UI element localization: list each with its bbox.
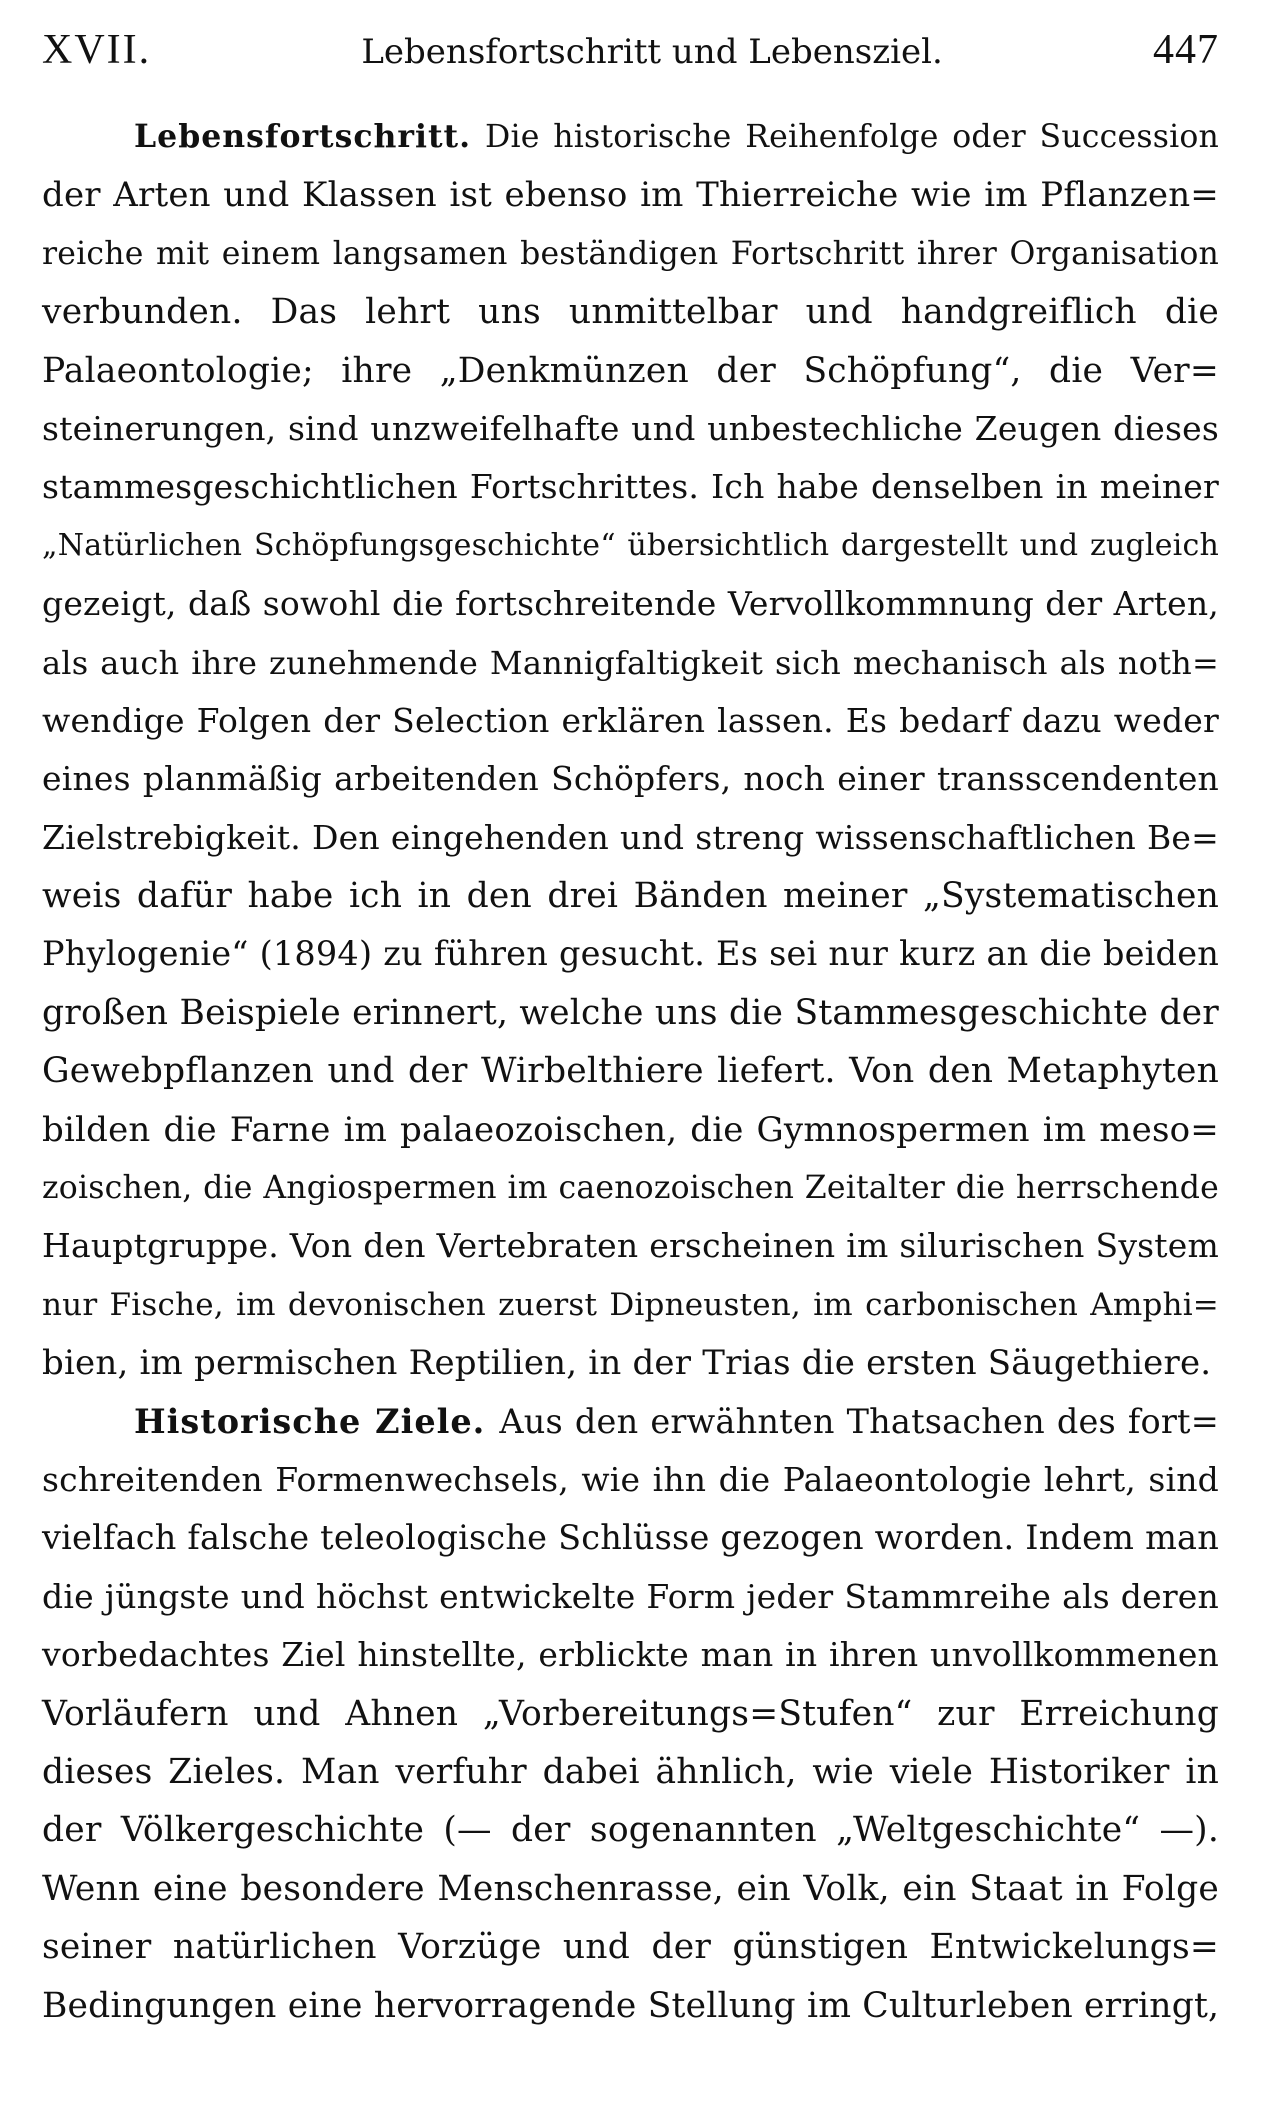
text-line <box>42 400 1219 458</box>
line-text: vielfach falsche teleologische Schlüsse gezogen worden. Indem man <box>42 1518 1219 1558</box>
line-text: Zielstrebigkeit. Den eingehenden und streng wissenschaftlichen Be= <box>42 817 1219 857</box>
running-head <box>42 26 1219 82</box>
line-text: Aus den erwähnten Thatsachen des fort= <box>499 1401 1219 1441</box>
text-line <box>42 283 1219 341</box>
line-text: als auch ihre zunehmende Mannigfaltigkeit sich mechanisch als noth= <box>42 643 1219 682</box>
line-text: eines planmäßig arbeitenden Schöpfers, noch einer transscendenten <box>42 759 1219 799</box>
line-text: „Natürlichen Schöpfungsgeschichte“ übersichtlich dargestellt und zugleich <box>42 527 1219 563</box>
text-line <box>42 1334 1219 1392</box>
text-line <box>42 342 1219 400</box>
paragraph-heading: Lebensfortschritt. <box>134 118 472 155</box>
text-line <box>42 809 1219 867</box>
line-text: Palaeontologie; ihre „Denkmünzen der Schöpfung“, die Ver= <box>42 350 1219 391</box>
text-line <box>42 517 1219 575</box>
text-line <box>42 1568 1219 1626</box>
line-text: steinerungen, sind unzweifelhafte und unbestechliche Zeugen dieses <box>42 408 1219 448</box>
line-text: die jüngste und höchst entwickelte Form jeder Stammreihe als deren <box>42 1576 1219 1616</box>
body-text <box>42 108 1219 2035</box>
line-text: Bedingungen eine hervorragende Stellung im Culturleben erringt, <box>42 1985 1220 2026</box>
text-line <box>42 108 1219 166</box>
text-line <box>42 575 1219 633</box>
line-text: wendige Folgen der Selection erklären lassen. Es bedarf dazu weder <box>42 700 1219 740</box>
text-line <box>42 1918 1219 1976</box>
line-text: der Arten und Klassen ist ebenso im Thierreiche wie im Pflanzen= <box>42 175 1219 216</box>
line-text: Gewebpflanzen und der Wirbelthiere liefert. Von den Metaphyten <box>42 1051 1219 1092</box>
line-text: Wenn eine besondere Menschenrasse, ein Volk, ein Staat in Folge <box>42 1868 1219 1909</box>
text-line <box>42 1159 1219 1217</box>
text-line <box>42 1801 1219 1859</box>
text-line <box>42 634 1219 692</box>
paragraph <box>42 1393 1219 2035</box>
line-text: Phylogenie“ (1894) zu führen gesucht. Es sei nur kurz an die beiden <box>42 934 1219 974</box>
text-line <box>42 1743 1219 1801</box>
text-line <box>42 1042 1219 1100</box>
line-text: weis dafür habe ich in den drei Bänden meiner „Systematischen <box>42 876 1219 917</box>
text-line <box>42 925 1219 983</box>
line-text: nur Fische, im devonischen zuerst Dipneusten, im carbonischen Amphi= <box>42 1286 1219 1323</box>
text-line <box>42 1509 1219 1567</box>
text-line <box>42 867 1219 925</box>
paragraph-heading: Historische Ziele. <box>134 1401 486 1441</box>
line-text: dieses Zieles. Man verfuhr dabei ähnlich, wie viele Historiker in <box>42 1751 1219 1792</box>
text-line <box>42 750 1219 808</box>
line-text: zoischen, die Angiospermen im caenozoischen Zeitalter die herrschende <box>42 1170 1219 1207</box>
line-text: Vorläufern und Ahnen „Vorbereitungs=Stufen“ zur Erreichung <box>42 1693 1219 1734</box>
text-line <box>42 1860 1219 1918</box>
line-text: Die historische Reihenfolge oder Succession <box>485 119 1219 155</box>
page-number: 447 <box>1152 27 1219 73</box>
line-text: seiner natürlichen Vorzüge und der günstigen Entwickelungs= <box>42 1927 1219 1968</box>
line-text: Hauptgruppe. Von den Vertebraten erscheinen im silurischen System <box>42 1226 1219 1266</box>
running-title: Lebensfortschritt und Lebensziel. <box>361 32 943 72</box>
text-line <box>42 692 1219 750</box>
text-line <box>42 1977 1219 2035</box>
text-line <box>42 984 1219 1042</box>
text-line <box>42 1276 1219 1334</box>
text-line <box>42 1393 1219 1451</box>
text-line <box>42 1685 1219 1743</box>
line-text: stammesgeschichtlichen Fortschrittes. Ich habe denselben in meiner <box>42 467 1219 507</box>
text-line <box>42 458 1219 516</box>
text-line <box>42 1101 1219 1159</box>
text-line <box>42 1451 1219 1509</box>
line-text: verbunden. Das lehrt uns unmittelbar und handgreiflich die <box>42 292 1219 333</box>
line-text: vorbedachtes Ziel hinstellte, erblickte man in ihren unvollkommenen <box>42 1635 1219 1675</box>
paragraph <box>42 108 1219 1393</box>
line-text: gezeigt, daß sowohl die fortschreitende Vervollkommnung der Arten, <box>42 584 1219 624</box>
line-text: der Völkergeschichte (— der sogenannten „Weltgeschichte“ —). <box>42 1810 1219 1851</box>
line-text: bilden die Farne im palaeozoischen, die Gymnospermen im meso= <box>42 1109 1219 1150</box>
line-text: schreitenden Formenwechsels, wie ihn die Palaeontologie lehrt, sind <box>42 1459 1219 1499</box>
chapter-number: XVII. <box>42 27 152 73</box>
line-text: bien, im permischen Reptilien, in der Trias die ersten Säugethiere. <box>42 1343 1212 1384</box>
text-line <box>42 1217 1219 1275</box>
text-line <box>42 225 1219 283</box>
text-line <box>42 1626 1219 1684</box>
line-text: reiche mit einem langsamen beständigen Fortschritt ihrer Organisation <box>42 235 1219 272</box>
text-line <box>42 166 1219 224</box>
line-text: großen Beispiele erinnert, welche uns die Stammesgeschichte der <box>42 992 1219 1033</box>
